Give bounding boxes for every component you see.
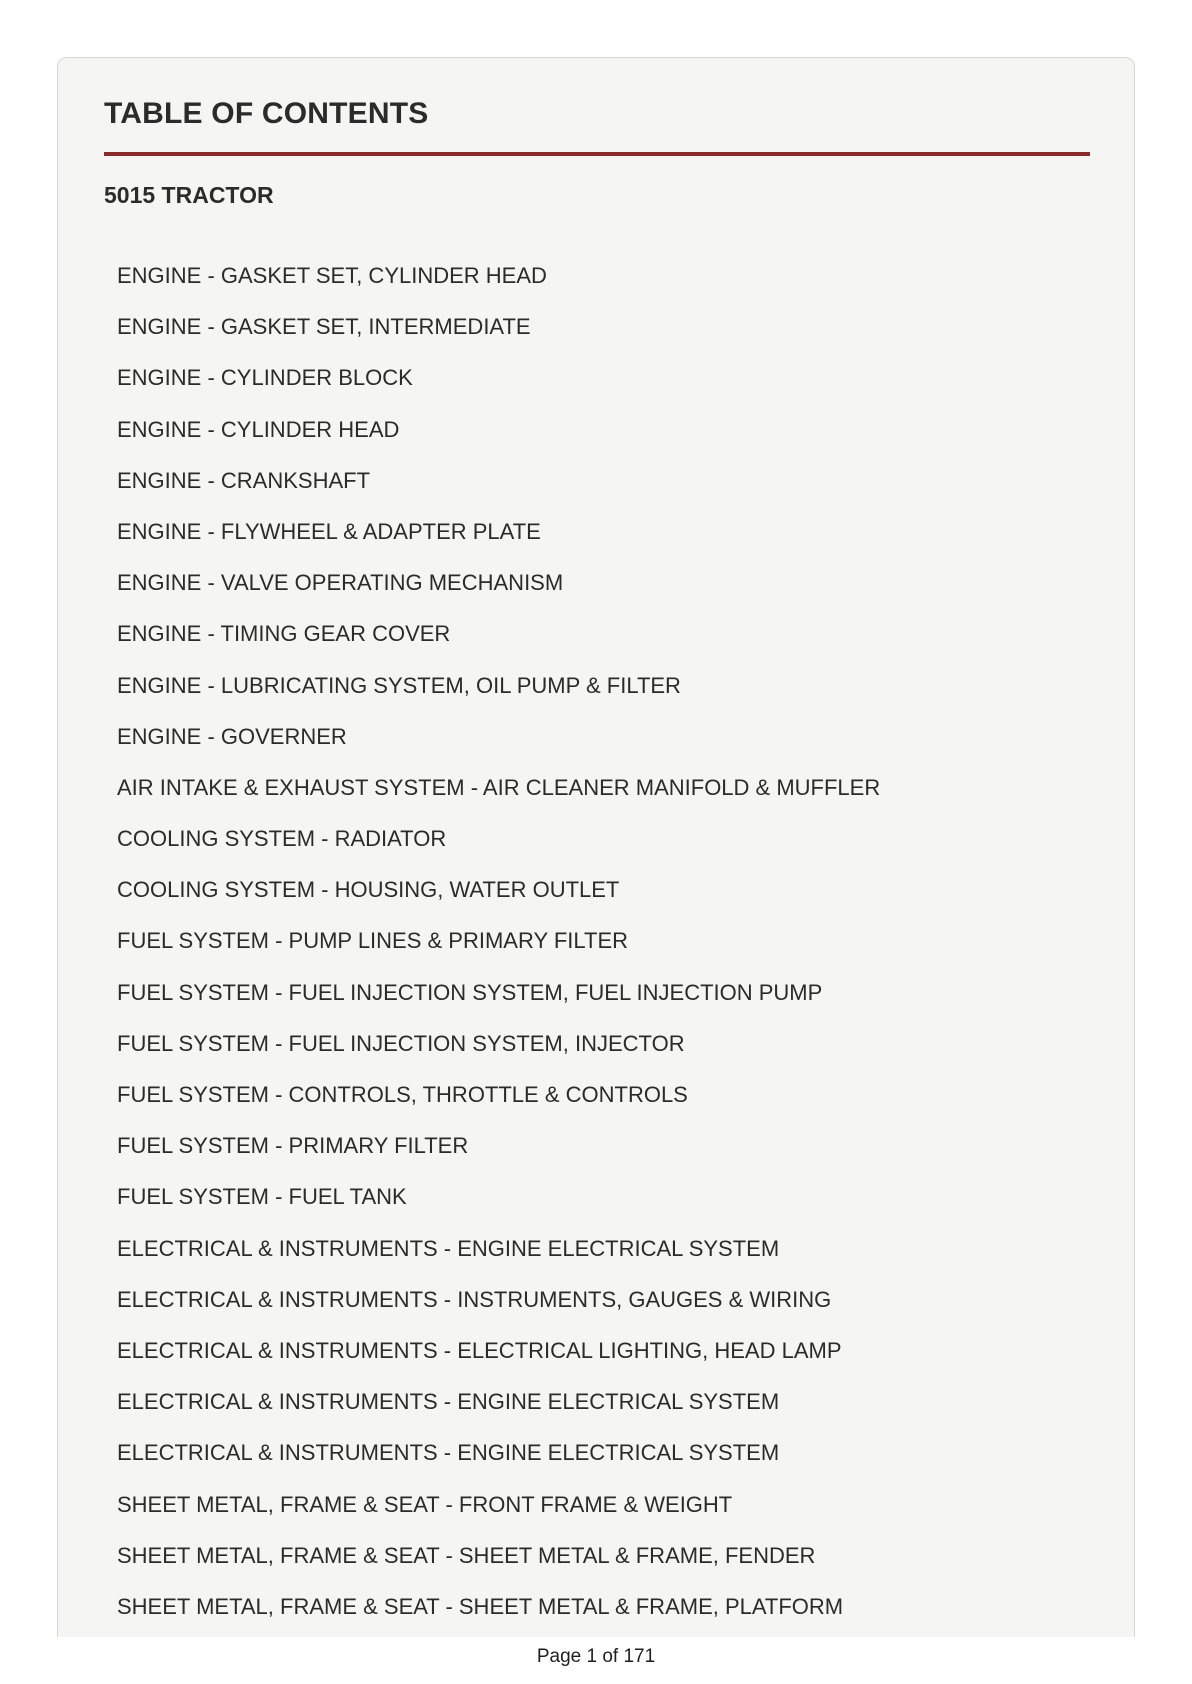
toc-entry[interactable]: SHEET METAL, FRAME & SEAT - SHEET METAL & FRAME, PLATFORM: [117, 1593, 844, 1619]
toc-entry[interactable]: AIR INTAKE & EXHAUST SYSTEM - AIR CLEANER MANIFOLD & MUFFLER: [117, 774, 881, 800]
toc-entry[interactable]: ENGINE - LUBRICATING SYSTEM, OIL PUMP & FILTER: [117, 672, 681, 698]
page-number: Page 1 of 171: [536, 1646, 656, 1667]
toc-entry[interactable]: FUEL SYSTEM - CONTROLS, THROTTLE & CONTROLS: [117, 1082, 688, 1107]
toc-entry[interactable]: ENGINE - GASKET SET, CYLINDER HEAD: [117, 263, 547, 288]
toc-entry[interactable]: ENGINE - CYLINDER HEAD: [117, 416, 400, 442]
toc-entry[interactable]: COOLING SYSTEM - RADIATOR: [117, 826, 447, 852]
toc-entry[interactable]: FUEL SYSTEM - PRIMARY FILTER: [117, 1133, 469, 1159]
toc-entry[interactable]: ELECTRICAL & INSTRUMENTS - ENGINE ELECTRICAL SYSTEM: [117, 1389, 780, 1415]
toc-entry[interactable]: ENGINE - GOVERNER: [117, 723, 347, 749]
toc-entry[interactable]: ENGINE - CRANKSHAFT: [117, 467, 371, 493]
toc-entry-list: [117, 250, 880, 1632]
toc-entry[interactable]: ENGINE - FLYWHEEL & ADAPTER PLATE: [117, 518, 541, 544]
title-divider: [104, 152, 1090, 156]
section-heading: 5015 TRACTOR: [104, 182, 274, 208]
toc-entry[interactable]: ELECTRICAL & INSTRUMENTS - ENGINE ELECTRICAL SYSTEM: [117, 1440, 780, 1466]
toc-entry[interactable]: COOLING SYSTEM - HOUSING, WATER OUTLET: [117, 877, 620, 903]
toc-entry[interactable]: ELECTRICAL & INSTRUMENTS - ENGINE ELECTRICAL SYSTEM: [117, 1235, 780, 1261]
toc-entry[interactable]: FUEL SYSTEM - FUEL TANK: [117, 1184, 407, 1210]
toc-entry[interactable]: ELECTRICAL & INSTRUMENTS - INSTRUMENTS, GAUGES & WIRING: [117, 1286, 832, 1312]
toc-title: TABLE OF CONTENTS: [104, 97, 429, 130]
toc-entry[interactable]: FUEL SYSTEM - FUEL INJECTION SYSTEM, FUEL INJECTION PUMP: [117, 979, 823, 1005]
toc-entry[interactable]: SHEET METAL, FRAME & SEAT - SHEET METAL & FRAME, FENDER: [117, 1542, 816, 1568]
toc-entry[interactable]: ENGINE - CYLINDER BLOCK: [117, 365, 413, 391]
toc-entry[interactable]: FUEL SYSTEM - FUEL INJECTION SYSTEM, INJECTOR: [117, 1030, 685, 1056]
toc-entry[interactable]: ENGINE - GASKET SET, INTERMEDIATE: [117, 314, 531, 340]
toc-entry[interactable]: FUEL SYSTEM - PUMP LINES & PRIMARY FILTER: [117, 928, 629, 954]
toc-entry[interactable]: SHEET METAL, FRAME & SEAT - FRONT FRAME & WEIGHT: [117, 1491, 733, 1517]
toc-entry[interactable]: ENGINE - VALVE OPERATING MECHANISM: [117, 570, 564, 596]
toc-card: [57, 57, 1135, 1637]
toc-entry[interactable]: ENGINE - TIMING GEAR COVER: [117, 621, 451, 647]
toc-entry[interactable]: ELECTRICAL & INSTRUMENTS - ELECTRICAL LIGHTING, HEAD LAMP: [117, 1337, 842, 1363]
